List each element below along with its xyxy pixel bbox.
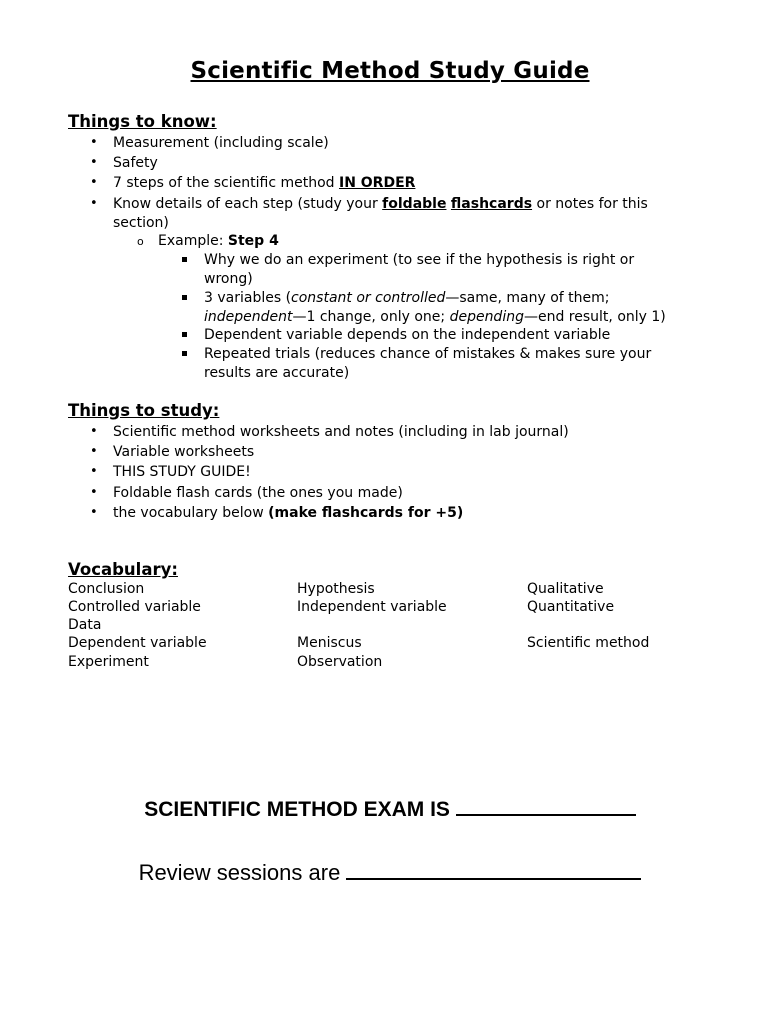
example-line (158, 232, 279, 250)
variables-text: 3 variables ( (204, 290, 292, 306)
bullet-icon: • (90, 196, 98, 211)
review-sessions-line (0, 860, 768, 886)
exam-date-line (0, 796, 768, 822)
example-label: Example: (158, 233, 228, 249)
vocabulary-text: the vocabulary below (113, 505, 269, 521)
review-sessions-blank (346, 860, 641, 880)
know-item-details (113, 195, 648, 213)
vocab-term: Hypothesis (297, 581, 375, 597)
sub-item-why-experiment-continued: wrong) (204, 271, 253, 287)
know-item-measurement: Measurement (including scale) (113, 135, 329, 151)
bullet-icon: • (90, 464, 98, 479)
sub-item-three-variables (204, 289, 609, 307)
vocab-term: Independent variable (297, 599, 447, 615)
know-item-details-tail: or notes for this (532, 196, 648, 212)
study-item-worksheets: Scientific method worksheets and notes (including in lab journal) (113, 424, 569, 440)
know-item-details-continued: section) (113, 215, 169, 231)
variables-text-2: —same, many of them; (445, 290, 610, 306)
vocab-term: Dependent variable (68, 635, 207, 651)
vocab-term: Meniscus (297, 635, 362, 651)
vocab-term: Experiment (68, 654, 149, 670)
things-to-know-heading: Things to know: (68, 112, 217, 131)
example-step: Step 4 (227, 233, 279, 249)
know-item-seven-steps (113, 174, 415, 192)
vocabulary-heading: Vocabulary: (68, 560, 178, 579)
page-title: Scientific Method Study Guide (190, 58, 590, 84)
variables-text-4: —end result, only 1) (523, 309, 666, 325)
square-bullet-icon (182, 257, 187, 262)
variables-text-3: —1 change, only one; (292, 309, 450, 325)
bullet-icon: • (90, 424, 98, 439)
sub-item-repeated-trials-continued: results are accurate) (204, 365, 350, 381)
vocab-term: Observation (297, 654, 383, 670)
flashcards-emphasis: flashcards (450, 196, 533, 212)
bullet-icon: • (90, 444, 98, 459)
bullet-icon: • (90, 135, 98, 150)
study-item-vocabulary (113, 504, 463, 522)
bullet-icon: • (90, 505, 98, 520)
exam-label: SCIENTIFIC METHOD EXAM IS (144, 798, 456, 821)
sub-item-three-variables-continued (204, 308, 666, 326)
bullet-icon: • (90, 155, 98, 170)
vocab-term: Quantitative (527, 599, 615, 615)
vocab-term: Scientific method (527, 635, 650, 651)
study-item-variable-worksheets: Variable worksheets (113, 444, 255, 460)
square-bullet-icon (182, 332, 187, 337)
bullet-icon: • (90, 175, 98, 190)
review-label: Review sessions are (138, 860, 347, 885)
vocab-term: Data (68, 617, 102, 633)
know-item-details-text: Know details of each step (study your (113, 196, 383, 212)
independent-emphasis: independent (204, 309, 293, 325)
sub-item-repeated-trials: Repeated trials (reduces chance of mistakes & makes sure your (204, 346, 652, 362)
circle-bullet-icon: o (137, 235, 144, 248)
sub-item-why-experiment: Why we do an experiment (to see if the hypothesis is right or (204, 252, 635, 268)
square-bullet-icon (182, 295, 187, 300)
vocab-term: Controlled variable (68, 599, 201, 615)
know-item-safety: Safety (113, 155, 158, 171)
study-item-flash-cards: Foldable flash cards (the ones you made) (113, 485, 403, 501)
square-bullet-icon (182, 351, 187, 356)
constant-controlled-emphasis: constant or controlled (291, 290, 446, 306)
in-order-emphasis: IN ORDER (338, 175, 416, 191)
sub-item-dependent-variable: Dependent variable depends on the independent variable (204, 327, 611, 343)
things-to-study-heading: Things to study: (68, 401, 220, 420)
know-item-seven-steps-text: 7 steps of the scientific method (113, 175, 339, 191)
bullet-icon: • (90, 485, 98, 500)
make-flashcards-emphasis: (make flashcards for +5) (268, 505, 464, 521)
study-item-study-guide: THIS STUDY GUIDE! (113, 464, 251, 480)
depending-emphasis: depending (449, 309, 524, 325)
vocab-term: Qualitative (527, 581, 604, 597)
vocab-term: Conclusion (68, 581, 145, 597)
exam-date-blank (456, 796, 636, 816)
foldable-emphasis: foldable (382, 196, 447, 212)
